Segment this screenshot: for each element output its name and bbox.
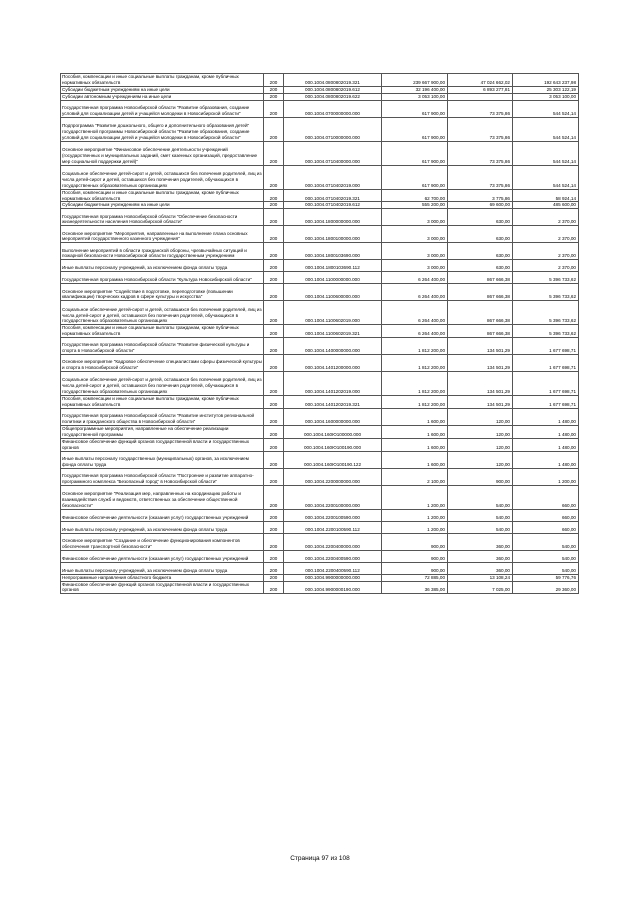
row-executed-amount: 867 666,38 xyxy=(448,272,513,284)
row-remaining-amount: 5 396 733,62 xyxy=(513,325,579,338)
row-approved-amount: 3 000,00 xyxy=(382,260,448,272)
row-description: Социальное обеспечение детей-сирот и детей, оставшихся без попечения родителей, лиц из числа детей-сирот и детей, оставшихся без попечения родителей, обучающихся в государственных образовательных организациях xyxy=(61,372,264,396)
table-row xyxy=(61,202,579,209)
row-budget-classification: 000.1004.1800100000.000 xyxy=(284,226,382,243)
row-description: Государственная программа Новосибирской области "Культура Новосибирской области" xyxy=(61,272,264,284)
row-approved-amount: 72 885,00 xyxy=(382,574,448,581)
table-body xyxy=(61,74,579,594)
row-remaining-amount: 1 480,00 xyxy=(513,408,579,425)
row-code: 200 xyxy=(264,74,284,87)
row-description: Социальное обеспечение детей-сирот и детей, оставшихся без попечения родителей, лиц из числа детей-сирот и детей, оставшихся без попечения родителей, обучающихся в государственных образовательных организациях xyxy=(61,301,264,325)
budget-execution-table xyxy=(60,73,579,594)
row-executed-amount: 867 666,38 xyxy=(448,301,513,325)
row-approved-amount: 36 385,00 xyxy=(382,581,448,594)
row-remaining-amount: 192 643 237,98 xyxy=(513,74,579,87)
table-row xyxy=(61,574,579,581)
row-approved-amount: 617 900,00 xyxy=(382,141,448,165)
row-approved-amount: 1 812 200,00 xyxy=(382,372,448,396)
row-remaining-amount: 1 677 698,71 xyxy=(513,372,579,396)
row-remaining-amount: 485 600,00 xyxy=(513,202,579,209)
row-executed-amount: 73 375,86 xyxy=(448,100,513,117)
table-row xyxy=(61,86,579,93)
row-budget-classification: 000.1004.160Ю100000.000 xyxy=(284,425,382,438)
row-description: Социальное обеспечение детей-сирот и детей, оставшихся без попечения родителей, лиц из числа детей-сирот и детей, оставшихся без попечения родителей, обучающихся в государственных образовательных организациях xyxy=(61,165,264,189)
row-code: 200 xyxy=(264,202,284,209)
row-budget-classification: 000.1004.1401202019.321 xyxy=(284,396,382,409)
row-description: Государственная программа Новосибирской области "Развитие физической культуры и спорта в Новосибирской области" xyxy=(61,338,264,355)
row-budget-classification: 000.1004.1800103690.112 xyxy=(284,260,382,272)
row-remaining-amount: 540,00 xyxy=(513,562,579,574)
row-budget-classification: 000.1004.0800802019.321 xyxy=(284,74,382,87)
row-budget-classification: 000.1004.2200400590.112 xyxy=(284,562,382,574)
row-approved-amount: 32 196 400,00 xyxy=(382,86,448,93)
row-code: 200 xyxy=(264,550,284,562)
row-description: Основное мероприятие "Создание и обеспечение функционирования компонентов обеспечения транспортной безопасности" xyxy=(61,533,264,550)
row-description: Финансовое обеспечение функций органов государственной власти и государственных органов xyxy=(61,438,264,451)
row-approved-amount: 900,00 xyxy=(382,533,448,550)
row-description: Субсидии бюджетным учреждениям на иные цели xyxy=(61,202,264,209)
row-remaining-amount: 544 524,14 xyxy=(513,100,579,117)
row-code: 200 xyxy=(264,260,284,272)
row-remaining-amount: 1 677 698,71 xyxy=(513,355,579,372)
row-budget-classification: 000.1004.2200100590.000 xyxy=(284,509,382,521)
row-code: 200 xyxy=(264,100,284,117)
row-remaining-amount: 29 360,00 xyxy=(513,581,579,594)
row-budget-classification: 000.1004.0710000000.000 xyxy=(284,117,382,141)
row-description: Основное мероприятие "Мероприятия, направленные на выполнение плана основных мероприятий государственного казенного учреждения" xyxy=(61,226,264,243)
row-code: 200 xyxy=(264,301,284,325)
table-row xyxy=(61,243,579,260)
row-remaining-amount: 5 396 733,62 xyxy=(513,301,579,325)
row-code: 200 xyxy=(264,165,284,189)
row-description: Основное мероприятие "Кадровое обеспечение специалистами сферы физической культуры и спорта в Новосибирской области" xyxy=(61,355,264,372)
row-approved-amount: 1 600,00 xyxy=(382,438,448,451)
row-budget-classification: 000.1004.0800802019.612 xyxy=(284,86,382,93)
row-code: 200 xyxy=(264,581,284,594)
row-budget-classification: 000.1004.2200100000.000 xyxy=(284,485,382,509)
row-remaining-amount: 1 677 698,71 xyxy=(513,396,579,409)
row-executed-amount: 120,00 xyxy=(448,438,513,451)
table-row xyxy=(61,533,579,550)
row-remaining-amount: 660,00 xyxy=(513,509,579,521)
table-row xyxy=(61,284,579,301)
row-budget-classification: 000.1004.160Ю100190.122 xyxy=(284,451,382,468)
row-budget-classification: 000.1004.160Ю100190.000 xyxy=(284,438,382,451)
row-executed-amount: 47 024 662,02 xyxy=(448,74,513,87)
table-row xyxy=(61,562,579,574)
row-code: 200 xyxy=(264,93,284,100)
row-description: Финансовое обеспечение деятельности (оказания услуг) государственных учреждений xyxy=(61,550,264,562)
row-remaining-amount: 2 370,00 xyxy=(513,243,579,260)
row-approved-amount: 3 000,00 xyxy=(382,226,448,243)
table-row xyxy=(61,117,579,141)
row-budget-classification: 000.1004.1400000000.000 xyxy=(284,338,382,355)
row-approved-amount: 1 812 200,00 xyxy=(382,338,448,355)
row-approved-amount: 1 200,00 xyxy=(382,485,448,509)
row-approved-amount: 6 264 400,00 xyxy=(382,301,448,325)
row-budget-classification: 000.1004.1800000000.000 xyxy=(284,209,382,226)
row-description: Пособия, компенсации и иные социальные выплаты гражданам, кроме публичных нормативных обязательств xyxy=(61,396,264,409)
row-description: Пособия, компенсации и иные социальные выплаты гражданам, кроме публичных нормативных обязательств xyxy=(61,189,264,202)
row-description: Выполнение мероприятий в области гражданской обороны, чрезвычайных ситуаций и пожарной безопасности Новосибирской области государственным учреждением xyxy=(61,243,264,260)
row-budget-classification: 000.1004.9900000190.000 xyxy=(284,581,382,594)
row-budget-classification: 000.1004.0710402019.321 xyxy=(284,189,382,202)
row-executed-amount xyxy=(448,93,513,100)
table-row xyxy=(61,301,579,325)
table-row xyxy=(61,74,579,87)
budget-table-page xyxy=(60,73,578,594)
row-code: 200 xyxy=(264,521,284,533)
row-executed-amount: 120,00 xyxy=(448,408,513,425)
row-code: 200 xyxy=(264,141,284,165)
row-budget-classification: 000.1004.0800802019.622 xyxy=(284,93,382,100)
row-approved-amount: 1 200,00 xyxy=(382,521,448,533)
row-description: Государственная программа Новосибирской области "Развитие институтов региональной политики и гражданского общества в Новосибирской области" xyxy=(61,408,264,425)
row-approved-amount: 1 200,00 xyxy=(382,509,448,521)
row-code: 200 xyxy=(264,209,284,226)
row-code: 200 xyxy=(264,485,284,509)
table-row xyxy=(61,100,579,117)
table-row xyxy=(61,408,579,425)
table-row xyxy=(61,272,579,284)
row-description: Иные выплаты персоналу учреждений, за исключением фонда оплаты труда xyxy=(61,521,264,533)
row-description: Общепрограммные мероприятия, направленные на обеспечение реализации государственной программы xyxy=(61,425,264,438)
row-remaining-amount: 544 524,14 xyxy=(513,165,579,189)
row-executed-amount: 120,00 xyxy=(448,451,513,468)
row-description: Государственная программа Новосибирской области "Развитие образования, создание условий для социализации детей и учащейся молодежи в Новосибирской области" xyxy=(61,100,264,117)
row-code: 200 xyxy=(264,509,284,521)
row-code: 200 xyxy=(264,372,284,396)
row-budget-classification: 000.1004.1600000000.000 xyxy=(284,408,382,425)
row-executed-amount: 6 893 277,81 xyxy=(448,86,513,93)
table-row xyxy=(61,372,579,396)
table-row xyxy=(61,438,579,451)
row-executed-amount: 69 600,00 xyxy=(448,202,513,209)
table-row xyxy=(61,209,579,226)
row-budget-classification: 000.1004.0710402019.000 xyxy=(284,165,382,189)
row-code: 200 xyxy=(264,408,284,425)
row-code: 200 xyxy=(264,189,284,202)
row-executed-amount: 73 375,86 xyxy=(448,141,513,165)
row-executed-amount: 134 501,29 xyxy=(448,372,513,396)
row-description: Государственная программа Новосибирской области "Обеспечение безопасности жизнедеятельности населения Новосибирской области" xyxy=(61,209,264,226)
row-approved-amount: 617 900,00 xyxy=(382,165,448,189)
row-approved-amount: 555 200,00 xyxy=(382,202,448,209)
row-budget-classification: 000.1004.2200400590.000 xyxy=(284,550,382,562)
row-executed-amount: 867 666,38 xyxy=(448,284,513,301)
row-executed-amount: 630,00 xyxy=(448,243,513,260)
row-executed-amount: 630,00 xyxy=(448,226,513,243)
row-code: 200 xyxy=(264,117,284,141)
row-approved-amount: 6 264 400,00 xyxy=(382,272,448,284)
row-approved-amount: 1 600,00 xyxy=(382,451,448,468)
row-remaining-amount: 58 924,14 xyxy=(513,189,579,202)
row-code: 200 xyxy=(264,533,284,550)
row-remaining-amount: 5 396 733,62 xyxy=(513,272,579,284)
row-remaining-amount: 1 677 698,71 xyxy=(513,338,579,355)
row-budget-classification: 000.1004.0700000000.000 xyxy=(284,100,382,117)
row-description: Пособия, компенсации и иные социальные выплаты гражданам, кроме публичных нормативных обязательств xyxy=(61,74,264,87)
row-description: Субсидии автономным учреждениям на иные цели xyxy=(61,93,264,100)
row-approved-amount: 6 264 400,00 xyxy=(382,284,448,301)
row-budget-classification: 000.1004.0710402019.612 xyxy=(284,202,382,209)
row-description: Основное мероприятие "Реализация мер, направленных на координацию работы и взаимодействия служб и ведомств, ответственных за обеспечение общественной безопасности" xyxy=(61,485,264,509)
row-remaining-amount: 5 396 733,62 xyxy=(513,284,579,301)
row-budget-classification: 000.1004.1401200000.000 xyxy=(284,355,382,372)
row-description: Подпрограмма "Развитие дошкольного, общего и дополнительного образования детей" государственной программы Новосибирской области "Развитие образования, создание условий для социализации детей и учащейся молодежи в Новосибирской области" xyxy=(61,117,264,141)
table-row xyxy=(61,355,579,372)
row-approved-amount: 3 000,00 xyxy=(382,209,448,226)
row-remaining-amount: 1 480,00 xyxy=(513,438,579,451)
table-row xyxy=(61,509,579,521)
row-remaining-amount: 2 370,00 xyxy=(513,226,579,243)
row-approved-amount: 1 812 200,00 xyxy=(382,355,448,372)
row-remaining-amount: 540,00 xyxy=(513,533,579,550)
row-code: 200 xyxy=(264,355,284,372)
row-approved-amount: 1 600,00 xyxy=(382,425,448,438)
row-remaining-amount: 59 776,76 xyxy=(513,574,579,581)
row-remaining-amount: 660,00 xyxy=(513,521,579,533)
row-executed-amount: 360,00 xyxy=(448,550,513,562)
row-executed-amount: 134 501,29 xyxy=(448,355,513,372)
row-code: 200 xyxy=(264,226,284,243)
table-row xyxy=(61,521,579,533)
row-approved-amount: 617 900,00 xyxy=(382,117,448,141)
row-remaining-amount: 2 370,00 xyxy=(513,209,579,226)
row-code: 200 xyxy=(264,284,284,301)
row-executed-amount: 120,00 xyxy=(448,425,513,438)
row-description: Иные выплаты персоналу учреждений, за исключением фонда оплаты труда xyxy=(61,260,264,272)
row-remaining-amount: 1 480,00 xyxy=(513,425,579,438)
row-code: 200 xyxy=(264,468,284,485)
table-row xyxy=(61,260,579,272)
table-row xyxy=(61,581,579,594)
row-executed-amount: 134 501,29 xyxy=(448,396,513,409)
row-description: Иные выплаты персоналу учреждений, за исключением фонда оплаты труда xyxy=(61,562,264,574)
table-row xyxy=(61,425,579,438)
row-approved-amount: 1 812 200,00 xyxy=(382,396,448,409)
row-code: 200 xyxy=(264,451,284,468)
table-row xyxy=(61,468,579,485)
row-budget-classification: 000.1004.1100602019.321 xyxy=(284,325,382,338)
row-executed-amount: 13 108,24 xyxy=(448,574,513,581)
row-description: Основное мероприятие "Финансовое обеспечение деятельности учреждений (государственных и муниципальных заданий, смет казенных организаций, предоставление мер социальной поддержки детей)" xyxy=(61,141,264,165)
row-approved-amount: 900,00 xyxy=(382,550,448,562)
row-code: 200 xyxy=(264,574,284,581)
row-executed-amount: 540,00 xyxy=(448,509,513,521)
row-code: 200 xyxy=(264,425,284,438)
page-number-footer: Страница 97 из 108 xyxy=(290,855,350,862)
row-budget-classification: 000.1004.1401202019.000 xyxy=(284,372,382,396)
row-code: 200 xyxy=(264,438,284,451)
row-remaining-amount: 540,00 xyxy=(513,550,579,562)
row-budget-classification: 000.1004.1100600000.000 xyxy=(284,284,382,301)
row-description: Непрограммные направления областного бюджета xyxy=(61,574,264,581)
row-approved-amount: 1 600,00 xyxy=(382,408,448,425)
row-code: 200 xyxy=(264,86,284,93)
row-approved-amount: 6 264 400,00 xyxy=(382,325,448,338)
table-row xyxy=(61,165,579,189)
row-executed-amount: 73 375,86 xyxy=(448,165,513,189)
row-description: Государственная программа Новосибирской области "Построение и развитие аппаратно-программного комплекса "Безопасный город" в Новосибирской области" xyxy=(61,468,264,485)
row-executed-amount: 630,00 xyxy=(448,260,513,272)
row-executed-amount: 134 501,29 xyxy=(448,338,513,355)
row-code: 200 xyxy=(264,562,284,574)
row-code: 200 xyxy=(264,272,284,284)
row-code: 200 xyxy=(264,243,284,260)
row-description: Субсидии бюджетным учреждениям на иные цели xyxy=(61,86,264,93)
row-approved-amount: 239 667 900,00 xyxy=(382,74,448,87)
row-budget-classification: 000.1004.9900000000.000 xyxy=(284,574,382,581)
row-budget-classification: 000.1004.1100000000.000 xyxy=(284,272,382,284)
row-approved-amount: 2 100,00 xyxy=(382,468,448,485)
table-row xyxy=(61,226,579,243)
row-description: Финансовое обеспечение функций органов государственной власти и государственных органов xyxy=(61,581,264,594)
row-approved-amount: 3 000,00 xyxy=(382,243,448,260)
row-remaining-amount: 544 524,14 xyxy=(513,141,579,165)
row-budget-classification: 000.1004.2200100590.112 xyxy=(284,521,382,533)
row-executed-amount: 630,00 xyxy=(448,209,513,226)
row-budget-classification: 000.1004.1100602019.000 xyxy=(284,301,382,325)
row-executed-amount: 360,00 xyxy=(448,533,513,550)
table-row xyxy=(61,338,579,355)
row-executed-amount: 7 025,00 xyxy=(448,581,513,594)
row-description: Пособия, компенсации и иные социальные выплаты гражданам, кроме публичных нормативных обязательств xyxy=(61,325,264,338)
row-approved-amount: 617 900,00 xyxy=(382,100,448,117)
table-row xyxy=(61,396,579,409)
row-code: 200 xyxy=(264,396,284,409)
row-executed-amount: 3 775,86 xyxy=(448,189,513,202)
row-executed-amount: 900,00 xyxy=(448,468,513,485)
row-executed-amount: 540,00 xyxy=(448,485,513,509)
row-budget-classification: 000.1004.2200400000.000 xyxy=(284,533,382,550)
table-row xyxy=(61,550,579,562)
row-remaining-amount: 25 303 122,19 xyxy=(513,86,579,93)
table-row xyxy=(61,485,579,509)
row-remaining-amount: 1 480,00 xyxy=(513,451,579,468)
row-approved-amount: 900,00 xyxy=(382,562,448,574)
row-executed-amount: 867 666,38 xyxy=(448,325,513,338)
row-budget-classification: 000.1004.0710400000.000 xyxy=(284,141,382,165)
row-description: Иные выплаты персоналу государственных (муниципальных) органов, за исключением фонда оплаты труда xyxy=(61,451,264,468)
row-remaining-amount: 1 200,00 xyxy=(513,468,579,485)
row-executed-amount: 540,00 xyxy=(448,521,513,533)
row-executed-amount: 73 375,86 xyxy=(448,117,513,141)
table-row xyxy=(61,451,579,468)
row-remaining-amount: 2 370,00 xyxy=(513,260,579,272)
row-description: Финансовое обеспечение деятельности (оказания услуг) государственных учреждений xyxy=(61,509,264,521)
table-row xyxy=(61,325,579,338)
row-remaining-amount: 3 053 100,00 xyxy=(513,93,579,100)
row-remaining-amount: 544 524,14 xyxy=(513,117,579,141)
row-executed-amount: 360,00 xyxy=(448,562,513,574)
row-description: Основное мероприятие "Содействие в подготовке, переподготовке (повышении квалификации) творческих кадров в сфере культуры и искусства" xyxy=(61,284,264,301)
row-remaining-amount: 660,00 xyxy=(513,485,579,509)
row-approved-amount: 62 700,00 xyxy=(382,189,448,202)
table-row xyxy=(61,93,579,100)
row-budget-classification: 000.1004.2200000000.000 xyxy=(284,468,382,485)
row-approved-amount: 3 053 100,00 xyxy=(382,93,448,100)
table-row xyxy=(61,189,579,202)
table-row xyxy=(61,141,579,165)
row-code: 200 xyxy=(264,338,284,355)
row-budget-classification: 000.1004.1800103690.000 xyxy=(284,243,382,260)
row-code: 200 xyxy=(264,325,284,338)
